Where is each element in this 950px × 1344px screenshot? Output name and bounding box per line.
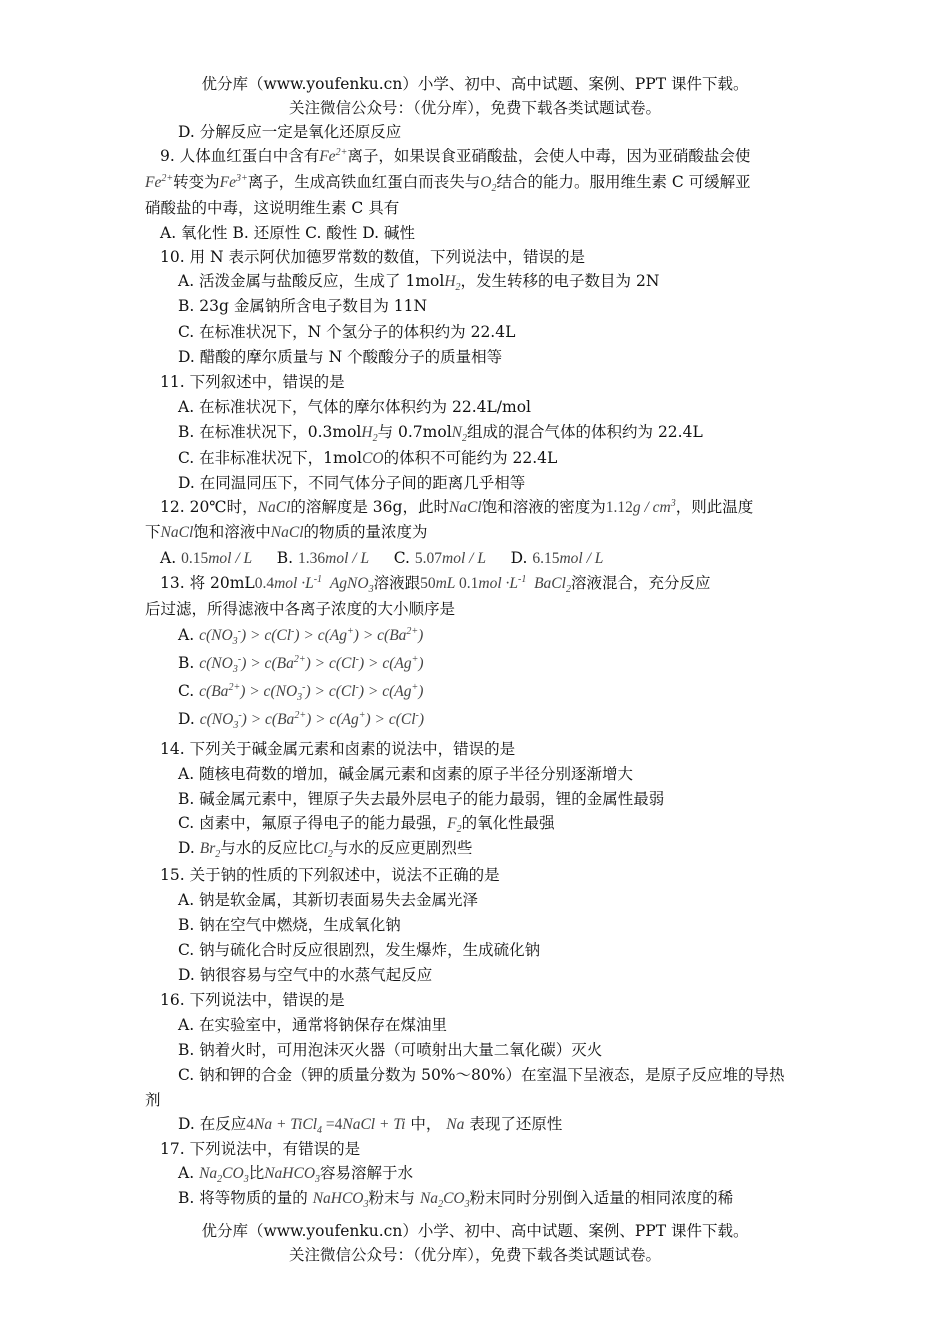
q16-option-b: B. 钠着火时，可用泡沫灭火器（可喷射出大量二氧化碳）灭火 [178, 1041, 603, 1059]
q10-option-a: A. 活泼金属与盐酸反应，生成了 1molH$_2$，发生转移的电子数目为 2N [178, 272, 660, 294]
q11-option-c: C. 在非标准状况下，1molCO的体积不可能约为 22.4L [178, 449, 558, 467]
q13-option-d: D. $c(NO_3^-) > c(Ba^{2+}) > c(Ag^+) > c(Cl^-)$ [178, 709, 425, 732]
q14-option-b: B. 碱金属元素中，锂原子失去最外层电子的能力最弱，锂的金属性最弱 [178, 790, 665, 808]
q16-option-d: D. 在反应4Na + TiCl$_4$ =4NaCl + Ti 中， Na 表现了还原性 [178, 1115, 563, 1137]
q9-options: A. 氧化性 B. 还原性 C. 酸性 D. 碱性 [160, 224, 415, 242]
q10-stem: 10. 用 N 表示阿伏加德罗常数的数值，下列说法中，错误的是 [160, 248, 585, 266]
q10-option-d: D. 醋酸的摩尔质量与 N 个酸酸分子的质量相等 [178, 348, 503, 366]
q16-option-a: A. 在实验室中，通常将钠保存在煤油里 [178, 1016, 448, 1034]
q16-option-c-line-1: C. 钠和钾的合金（钾的质量分数为 50%～80%）在室温下呈液态，是原子反应堆的导热 [178, 1066, 785, 1084]
q8-option-d: D. 分解反应一定是氧化还原反应 [178, 123, 402, 141]
page-footer-line-1: 优分库（www.youfenku.cn）小学、初中、高中试题、案例、PPT 课件下载。 [201, 1222, 749, 1240]
q14-option-c: C. 卤素中，氟原子得电子的能力最强，$F_2$的氧化性最强 [178, 814, 555, 836]
q14-stem: 14. 下列关于碱金属元素和卤素的说法中，错误的是 [160, 740, 516, 758]
page-footer-line-2: 关注微信公众号：（优分库），免费下载各类试题试卷。 [288, 1246, 661, 1264]
q13-option-c: C. $c(Ba^{2+}) > c(NO_3^-) > c(Cl^-) > c(Ag^+)$ [178, 681, 424, 704]
q10-option-b: B. 23g 金属钠所含电子数目为 11N [178, 297, 428, 315]
q12-stem-line-2: 下NaCl饱和溶液中NaCl的物质的量浓度为 [145, 523, 428, 541]
q15-stem: 15. 关于钠的性质的下列叙述中，说法不正确的是 [160, 866, 500, 884]
page-header-line-2: 关注微信公众号：（优分库），免费下载各类试题试卷。 [288, 99, 661, 117]
q13-stem-line-1: 13. 将 $20mL0.4mol \cdot L^{-1}$ AgNO$_3$溶液跟50mL $0.1mol \cdot L^{-1}$ BaCl$_2$溶液混合，充分反应 [160, 573, 711, 596]
q14-option-d: D. $Br_2$与水的反应比$Cl_2$与水的反应更剧烈些 [178, 839, 473, 861]
q13-stem-line-2: 后过滤，所得滤液中各离子浓度的大小顺序是 [145, 600, 456, 618]
q14-option-a: A. 随核电荷数的增加，碱金属元素和卤素的原子半径分别逐渐增大 [178, 765, 634, 783]
q11-option-d: D. 在同温同压下，不同气体分子间的距离几乎相等 [178, 474, 526, 492]
q11-stem: 11. 下列叙述中，错误的是 [160, 373, 345, 391]
q9-stem-line-1: 9. 人体血红蛋白中含有$Fe^{2+}$离子，如果误食亚硝酸盐，会使人中毒，因为亚硝酸盐会使 [160, 146, 751, 165]
q17-option-a: A. $Na_2CO_3$比NaHCO$_3$容易溶解于水 [178, 1164, 414, 1186]
q15-option-d: D. 钠很容易与空气中的水蒸气起反应 [178, 966, 433, 984]
q11-option-a: A. 在标准状况下，气体的摩尔体积约为 22.4L/mol [178, 398, 531, 416]
q15-option-a: A. 钠是软金属，其新切表面易失去金属光泽 [178, 891, 479, 909]
q16-stem: 16. 下列说法中，错误的是 [160, 991, 345, 1009]
q17-stem: 17. 下列说法中，有错误的是 [160, 1140, 361, 1158]
q15-option-c: C. 钠与硫化合时反应很剧烈，发生爆炸，生成硫化钠 [178, 941, 541, 959]
q10-option-c: C. 在标准状况下，N 个氢分子的体积约为 22.4L [178, 323, 516, 341]
q9-stem-line-2: $Fe^{2+}$转变为$Fe^{3+}$离子，生成高铁血红蛋白而丧失与$O_2$结合的能力。服用维生素 C 可缓解亚 [145, 172, 751, 195]
q13-option-a: A. $c(NO_3^-) > c(Cl^-) > c(Ag^+) > c(Ba^{2+})$ [178, 625, 424, 648]
q9-stem-line-3: 硝酸盐的中毒，这说明维生素 C 具有 [145, 199, 400, 217]
q15-option-b: B. 钠在空气中燃烧，生成氧化钠 [178, 916, 401, 934]
q16-option-c-line-2: 剂 [145, 1091, 161, 1109]
page-header-line-1: 优分库（www.youfenku.cn）小学、初中、高中试题、案例、PPT 课件下载。 [201, 75, 749, 93]
q12-stem-line-1: 12. 20℃时，NaCl的溶解度是 36g，此时NaCl饱和溶液的密度为$1.12g / cm^3$，则此温度 [160, 497, 754, 516]
q17-option-b: B. 将等物质的量的 NaHCO$_3$粉末与 $Na_2CO_3$粉末同时分别倒入适量的相同浓度的稀 [178, 1189, 734, 1211]
q11-option-b: B. 在标准状况下，0.3molH$_2$与 0.7molN$_2$组成的混合气体的体积约为 22.4L [178, 423, 703, 445]
q13-option-b: B. $c(NO_3^-) > c(Ba^{2+}) > c(Cl^-) > c(Ag^+)$ [178, 653, 424, 676]
q12-options: A. 0.15mol / L B. 1.36mol / L C. 5.07mol / L D. 6.15mol / L [160, 549, 604, 567]
